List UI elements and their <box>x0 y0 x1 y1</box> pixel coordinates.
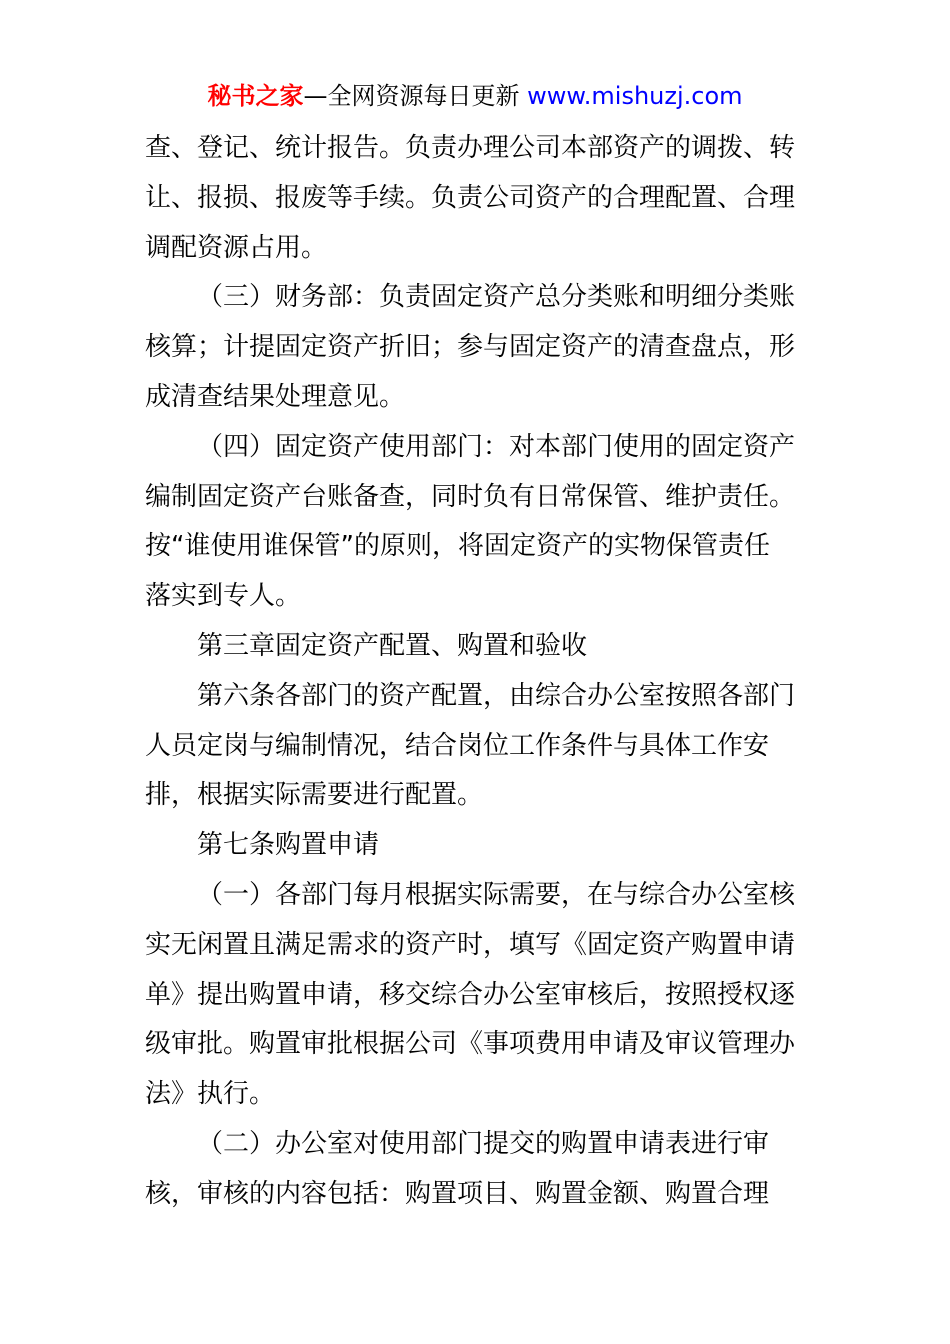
text-line: 调配资源占用。 <box>145 232 328 263</box>
text-line: 核算；计提固定资产折旧；参与固定资产的清查盘点，形 <box>145 332 796 363</box>
header-tagline: —全网资源每日更新 <box>303 82 528 110</box>
text-line: 按“谁使用谁保管”的原则，将固定资产的实物保管责任 <box>145 531 770 562</box>
text-line: 第七条购置申请 <box>197 830 380 861</box>
site-url[interactable]: www.mishuzj.com <box>527 82 743 110</box>
text-line: （一）各部门每月根据实际需要，在与综合办公室核 <box>197 879 796 910</box>
text-line: 编制固定资产台账备查，同时负有日常保管、维护责任。 <box>145 481 796 512</box>
document-body <box>145 124 810 1220</box>
text-line: 成清查结果处理意见。 <box>145 381 406 412</box>
text-line: （三）财务部：负责固定资产总分类账和明细分类账 <box>197 282 796 313</box>
page-header <box>0 80 950 112</box>
brand-name: 秘书之家 <box>207 82 304 110</box>
text-line: 第六条各部门的资产配置，由综合办公室按照各部门 <box>197 680 796 711</box>
text-line: 实无闲置且满足需求的资产时，填写《固定资产购置申请 <box>145 929 796 960</box>
text-line: （四）固定资产使用部门：对本部门使用的固定资产 <box>197 431 796 462</box>
text-line: 单》提出购置申请，移交综合办公室审核后，按照授权逐 <box>145 979 796 1010</box>
text-line: 法》执行。 <box>145 1079 276 1110</box>
text-line: 让、报损、报废等手续。负责公司资产的合理配置、合理 <box>145 182 796 213</box>
text-line: （二）办公室对使用部门提交的购置申请表进行审 <box>197 1128 770 1159</box>
text-line: 落实到专人。 <box>145 581 302 612</box>
text-line: 级审批。购置审批根据公司《事项费用申请及审议管理办 <box>145 1029 796 1060</box>
text-line: 第三章固定资产配置、购置和验收 <box>197 630 588 661</box>
text-line: 排，根据实际需要进行配置。 <box>145 780 484 811</box>
text-line: 核，审核的内容包括：购置项目、购置金额、购置合理 <box>145 1178 770 1209</box>
text-line: 人员定岗与编制情况，结合岗位工作条件与具体工作安 <box>145 730 770 761</box>
text-line: 查、登记、统计报告。负责办理公司本部资产的调拨、转 <box>145 133 796 163</box>
